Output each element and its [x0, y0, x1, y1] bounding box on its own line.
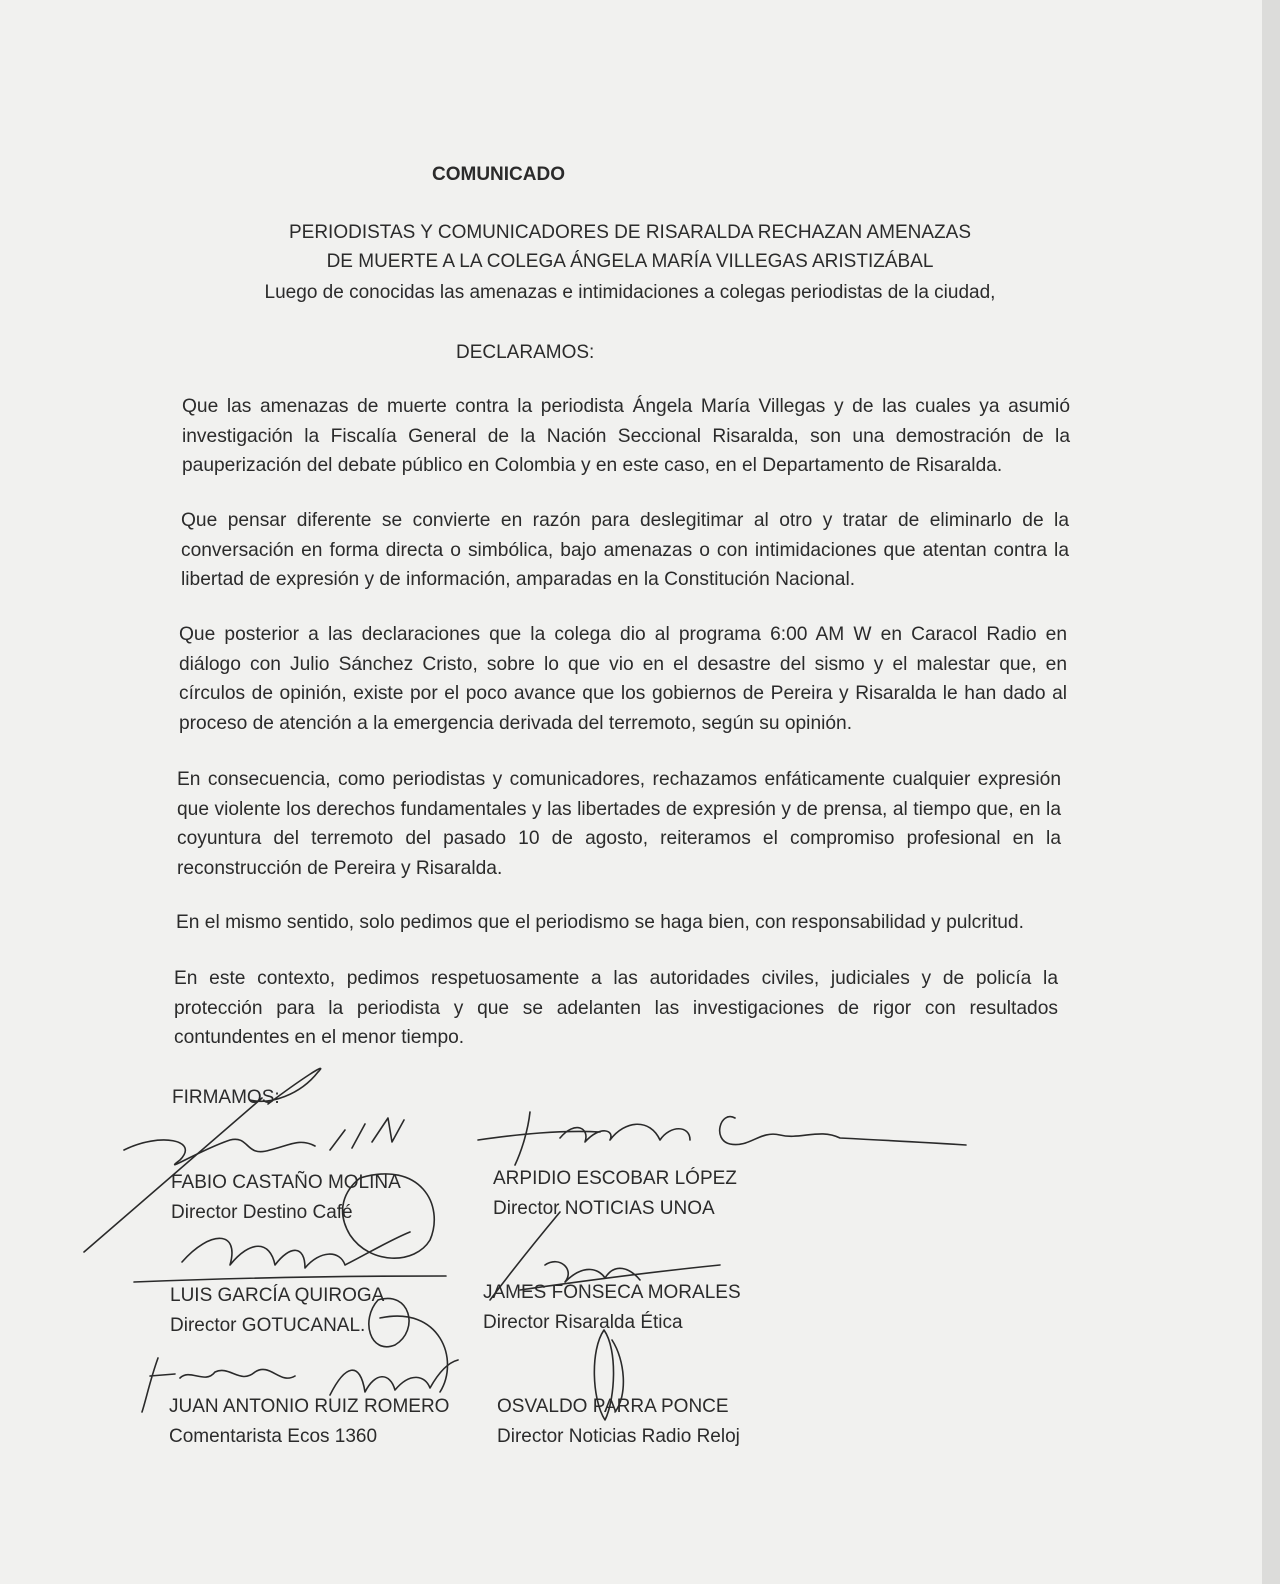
signature-stroke — [84, 1098, 262, 1252]
headline-line-2: DE MUERTE A LA COLEGA ÁNGELA MARÍA VILLEGAS ARISTIZÁBAL — [326, 251, 934, 272]
signer-role: Director GOTUCANAL. — [170, 1315, 366, 1336]
page-edge — [1262, 0, 1280, 1584]
signer-name: OSVALDO PARRA PONCE — [497, 1396, 729, 1417]
signature-stroke — [134, 1276, 446, 1282]
paragraph-2: Que pensar diferente se convierte en razón para deslegitimar al otro y tratar de eliminarlo de la conversación en forma directa o simbólica, bajo amenazas o con intimidaciones que atentan contra la libertad de expresión y de información, amparadas en la Constitución Nacional. — [181, 510, 1069, 590]
document-title: COMUNICADO — [432, 164, 565, 185]
signer-name: FABIO CASTAÑO MOLINA — [171, 1172, 401, 1193]
signature-stroke — [545, 1262, 640, 1282]
signer-name: ARPIDIO ESCOBAR LÓPEZ — [493, 1168, 737, 1189]
signature-stroke — [182, 1232, 410, 1268]
paragraph-1: Que las amenazas de muerte contra la periodista Ángela María Villegas y de las cuales ya asumió investigación la Fiscalía General de la Nación Seccional Risaralda, son una demostración de la pauperización del debate público en Colombia y en este caso, en el Departamento de Risaralda. — [182, 396, 1070, 476]
signature-stroke — [124, 1139, 315, 1164]
signature-stroke — [478, 1112, 600, 1165]
signature-stroke — [369, 1298, 409, 1346]
signature-stroke — [720, 1117, 966, 1145]
paragraph-3: Que posterior a las declaraciones que la colega dio al programa 6:00 AM W en Caracol Radio en diálogo con Julio Sánchez Cristo, sobre lo que vio en el desastre del sismo y el malestar que, en círculos de opinión, existe por el poco avance que los gobiernos de Pereira y Risaralda le han dado al proceso de atención a la emergencia derivada del terremoto, según su opinión. — [179, 624, 1067, 734]
signatures-label: FIRMAMOS: — [172, 1087, 280, 1108]
signer-role: Director Risaralda Ética — [483, 1312, 683, 1333]
signature-stroke — [180, 1369, 295, 1378]
signer-name: JUAN ANTONIO RUIZ ROMERO — [169, 1396, 450, 1417]
signer-role: Comentarista Ecos 1360 — [169, 1426, 378, 1447]
signature-stroke — [594, 1330, 613, 1420]
signature-stroke — [490, 1212, 560, 1300]
paragraph-6: En este contexto, pedimos respetuosamente a las autoridades civiles, judiciales y de policía la protección para la periodista y que se adelanten las investigaciones de rigor con resultados contundentes en el menor tiempo. — [174, 968, 1058, 1048]
signature-stroke — [560, 1124, 690, 1142]
paragraph-5: En el mismo sentido, solo pedimos que el periodismo se haga bien, con responsabilidad y pulcritud. — [176, 912, 1024, 933]
signature-stroke — [343, 1174, 435, 1258]
declaration-heading: DECLARAMOS: — [456, 342, 595, 363]
signature-stroke — [330, 1118, 404, 1150]
intro-line: Luego de conocidas las amenazas e intimidaciones a colegas periodistas de la ciudad, — [264, 282, 996, 303]
signer-role: Director Noticias Radio Reloj — [497, 1426, 740, 1447]
headline-line-1: PERIODISTAS Y COMUNICADORES DE RISARALDA RECHAZAN AMENAZAS — [288, 222, 972, 243]
signer-role: Director Destino Café — [171, 1202, 353, 1223]
signer-name: LUIS GARCÍA QUIROGA — [170, 1285, 385, 1306]
paragraph-4: En consecuencia, como periodistas y comunicadores, rechazamos enfáticamente cualquier expresión que violente los derechos fundamentales y las libertades de expresión y de prensa, al tiempo que, en la coyuntura del terremoto del pasado 10 de agosto, reiteramos el compromiso profesional en la reconstrucción de Pereira y Risaralda. — [177, 769, 1061, 879]
signature-stroke — [330, 1360, 458, 1395]
signature-stroke — [142, 1358, 175, 1412]
signer-role: Director NOTICIAS UNOA — [493, 1198, 715, 1219]
signer-name: JAMES FONSECA MORALES — [483, 1282, 741, 1303]
